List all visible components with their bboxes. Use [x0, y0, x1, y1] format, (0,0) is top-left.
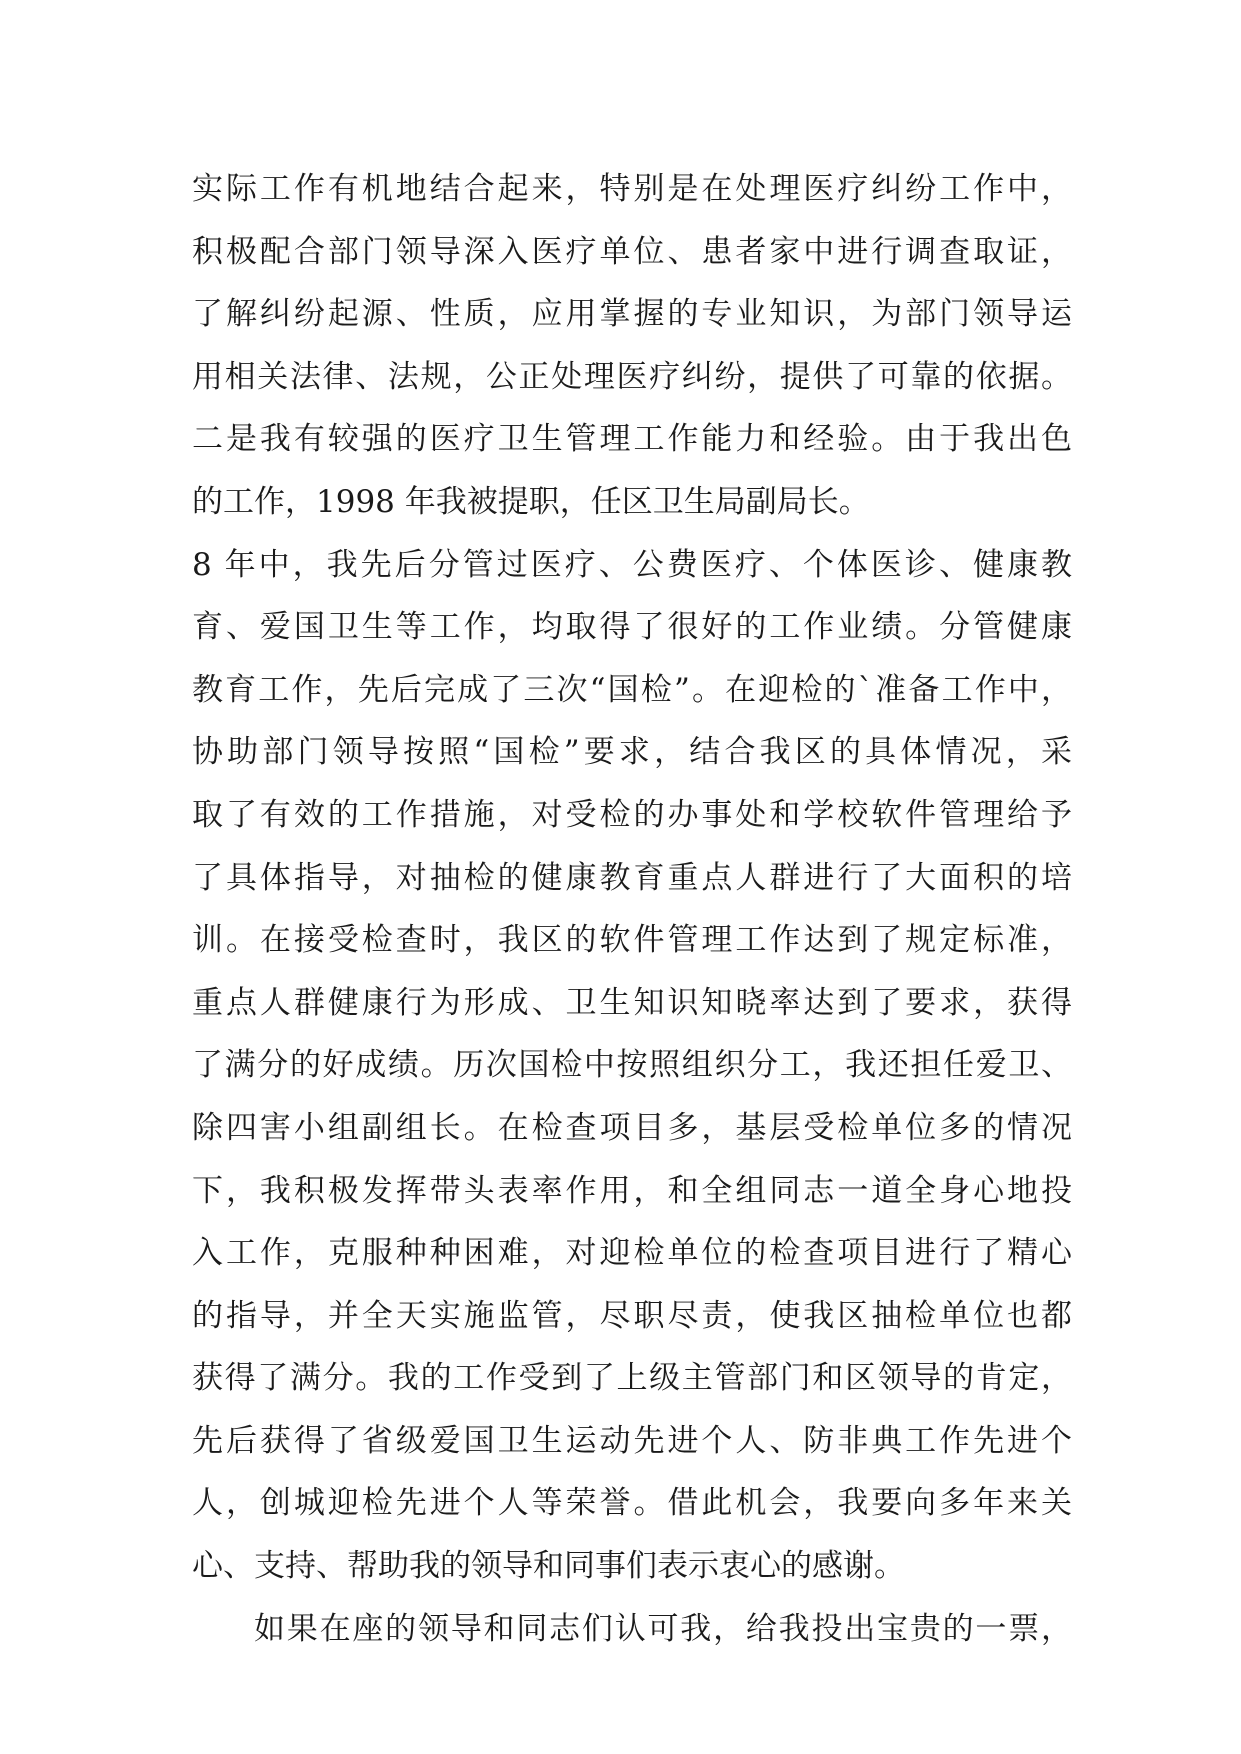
- text-line: 人，创城迎检先进个人等荣誉。借此机会，我要向多年来关: [192, 1485, 1072, 1522]
- text-line: 入工作，克服种种困难，对迎检单位的检查项目进行了精心: [192, 1235, 1072, 1272]
- text-line: 用相关法律、法规，公正处理医疗纠纷，提供了可靠的依据。: [192, 358, 1072, 395]
- text-line: 下，我积极发挥带头表率作用，和全组同志一道全身心地投: [192, 1172, 1072, 1209]
- text-line: 的工作，1998 年我被提职，任区卫生局副局长。: [192, 483, 870, 520]
- text-line: 二是我有较强的医疗卫生管理工作能力和经验。由于我出色: [192, 421, 1072, 458]
- text-line: 了满分的好成绩。历次国检中按照组织分工，我还担任爱卫、: [192, 1047, 1072, 1084]
- text-line: 的指导，并全天实施监管，尽职尽责，使我区抽检单位也都: [192, 1297, 1072, 1334]
- text-line: 了解纠纷起源、性质，应用掌握的专业知识，为部门领导运: [192, 296, 1072, 333]
- text-line: 8 年中，我先后分管过医疗、公费医疗、个体医诊、健康教: [192, 546, 1072, 583]
- text-line: 先后获得了省级爱国卫生运动先进个人、防非典工作先进个: [192, 1422, 1072, 1459]
- text-line: 重点人群健康行为形成、卫生知识知晓率达到了要求，获得: [192, 984, 1072, 1021]
- text-line: 获得了满分。我的工作受到了上级主管部门和区领导的肯定，: [192, 1360, 1072, 1397]
- text-line: 如果在座的领导和同志们认可我，给我投出宝贵的一票，: [254, 1610, 1072, 1647]
- text-line: 教育工作，先后完成了三次“国检”。在迎检的`准备工作中，: [192, 671, 1072, 708]
- document-body: [192, 158, 1072, 1660]
- text-line: 训。在接受检查时，我区的软件管理工作达到了规定标准，: [192, 922, 1072, 959]
- text-line: 除四害小组副组长。在检查项目多，基层受检单位多的情况: [192, 1109, 1072, 1146]
- text-line: 积极配合部门领导深入医疗单位、患者家中进行调查取证，: [192, 233, 1072, 270]
- text-line: 了具体指导，对抽检的健康教育重点人群进行了大面积的培: [192, 859, 1072, 896]
- text-line: 育、爱国卫生等工作，均取得了很好的工作业绩。分管健康: [192, 609, 1072, 646]
- text-line: 协助部门领导按照“国检”要求，结合我区的具体情况，采: [192, 734, 1072, 771]
- text-line: 实际工作有机地结合起来，特别是在处理医疗纠纷工作中，: [192, 171, 1072, 207]
- text-line: 心、支持、帮助我的领导和同事们表示衷心的感谢。: [192, 1548, 905, 1585]
- text-line: 取了有效的工作措施，对受检的办事处和学校软件管理给予: [192, 796, 1072, 833]
